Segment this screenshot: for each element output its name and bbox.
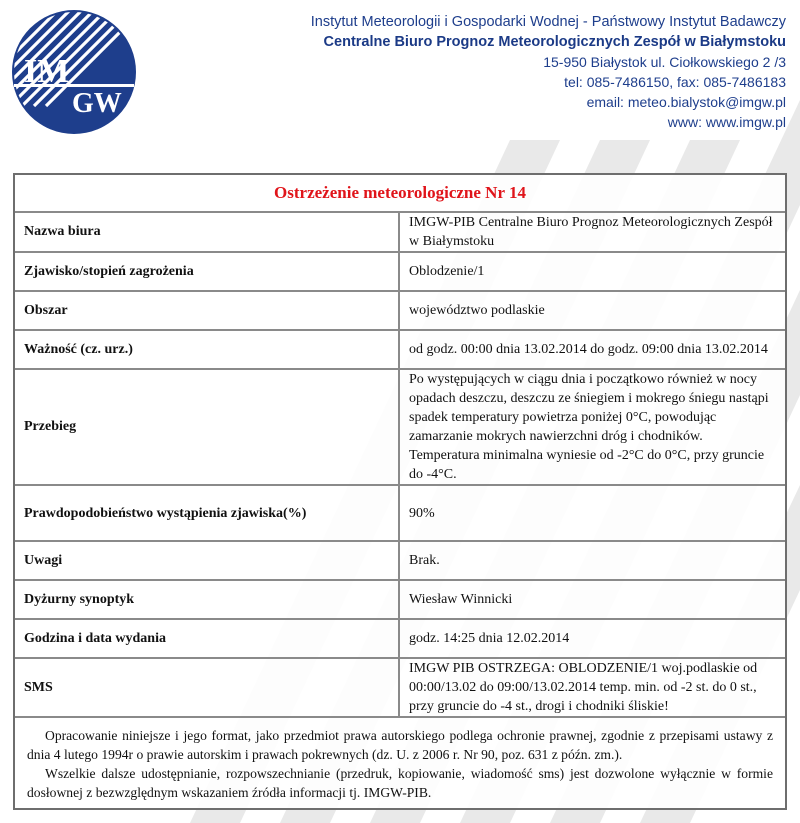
label-sms: SMS <box>15 659 400 718</box>
row-validity <box>15 331 785 370</box>
website[interactable]: www: www.imgw.pl <box>667 114 786 130</box>
label-course: Przebieg <box>15 370 400 486</box>
label-validity: Ważność (cz. urz.) <box>15 331 400 370</box>
row-forecaster <box>15 581 785 620</box>
address: 15-950 Białystok ul. Ciołkowskiego 2 /3 <box>543 54 786 70</box>
label-remarks: Uwagi <box>15 542 400 581</box>
label-forecaster: Dyżurny synoptyk <box>15 581 400 620</box>
row-office <box>15 213 785 253</box>
row-area <box>15 292 785 331</box>
label-phenomenon: Zjawisko/stopień zagrożenia <box>15 253 400 292</box>
label-office: Nazwa biura <box>15 213 400 253</box>
logo-text-top: IM <box>24 53 70 90</box>
value-course: Po występujących w ciągu dnia i początkowo również w nocy opadach deszczu, deszczu ze śniegiem i mokrego śniegu nastąpi spadek temperatury powietrza poniżej 0°C, powodując zamarzanie mokrych nawierzchni dróg i chodników. Temperatura minimalna wyniesie od -2°C do 0°C, przy gruncie do -4°C. <box>400 370 785 486</box>
value-forecaster: Wiesław Winnicki <box>400 581 785 620</box>
value-office: IMGW-PIB Centralne Biuro Prognoz Meteorologicznych Zespół w Białymstoku <box>400 213 785 253</box>
row-course <box>15 370 785 486</box>
contact-block <box>311 12 786 132</box>
institute-name: Instytut Meteorologii i Gospodarki Wodnej - Państwowy Instytut Badawczy <box>310 14 786 30</box>
label-area: Obszar <box>15 292 400 331</box>
letterhead <box>0 0 800 160</box>
imgw-logo <box>10 8 138 136</box>
logo-text-bottom: GW <box>72 88 122 119</box>
row-probability <box>15 486 785 542</box>
value-area: województwo podlaskie <box>400 292 785 331</box>
value-probability: 90% <box>400 486 785 542</box>
email[interactable]: email: meteo.bialystok@imgw.pl <box>586 94 786 110</box>
value-phenomenon: Oblodzenie/1 <box>400 253 785 292</box>
warning-table <box>13 173 787 810</box>
office-name: Centralne Biuro Prognoz Meteorologicznych Zespół w Białymstoku <box>323 34 786 50</box>
row-remarks <box>15 542 785 581</box>
label-issued: Godzina i data wydania <box>15 620 400 659</box>
value-sms: IMGW PIB OSTRZEGA: OBLODZENIE/1 woj.podlaskie od 00:00/13.02 do 09:00/13.02.2014 temp. min. od -2 st. do 0 st., przy gruncie do -4 st., drogi i chodniki śliskie! <box>400 659 785 718</box>
value-validity: od godz. 00:00 dnia 13.02.2014 do godz. 09:00 dnia 13.02.2014 <box>400 331 785 370</box>
warning-title: Ostrzeżenie meteorologiczne Nr 14 <box>15 175 785 213</box>
copyright-notice <box>15 718 785 808</box>
title-row <box>15 175 785 213</box>
copyright-row <box>15 718 785 808</box>
row-issued <box>15 620 785 659</box>
row-phenomenon <box>15 253 785 292</box>
value-remarks: Brak. <box>400 542 785 581</box>
copyright-paragraph-1: Opracowanie niniejsze i jego format, jako przedmiot prawa autorskiego podlega ochronie prawnej, zgodnie z przepisami ustawy z dnia 4 lutego 1994r o prawie autorskim i prawach pokrewnych (dz. U. z 2006 r. Nr 90, poz. 631 z późn. zm.). <box>27 728 773 762</box>
copyright-paragraph-2: Wszelkie dalsze udostępnianie, rozpowszechnianie (przedruk, kopiowanie, wiadomość sms) jest dozwolone wyłącznie w formie dosłownej z bezwzględnym wskazaniem źródła informacji tj. IMGW-PIB. <box>27 766 773 800</box>
label-probability: Prawdopodobieństwo wystąpienia zjawiska(%) <box>15 486 400 542</box>
phone-fax: tel: 085-7486150, fax: 085-7486183 <box>564 74 786 90</box>
value-issued: godz. 14:25 dnia 12.02.2014 <box>400 620 785 659</box>
row-sms <box>15 659 785 718</box>
